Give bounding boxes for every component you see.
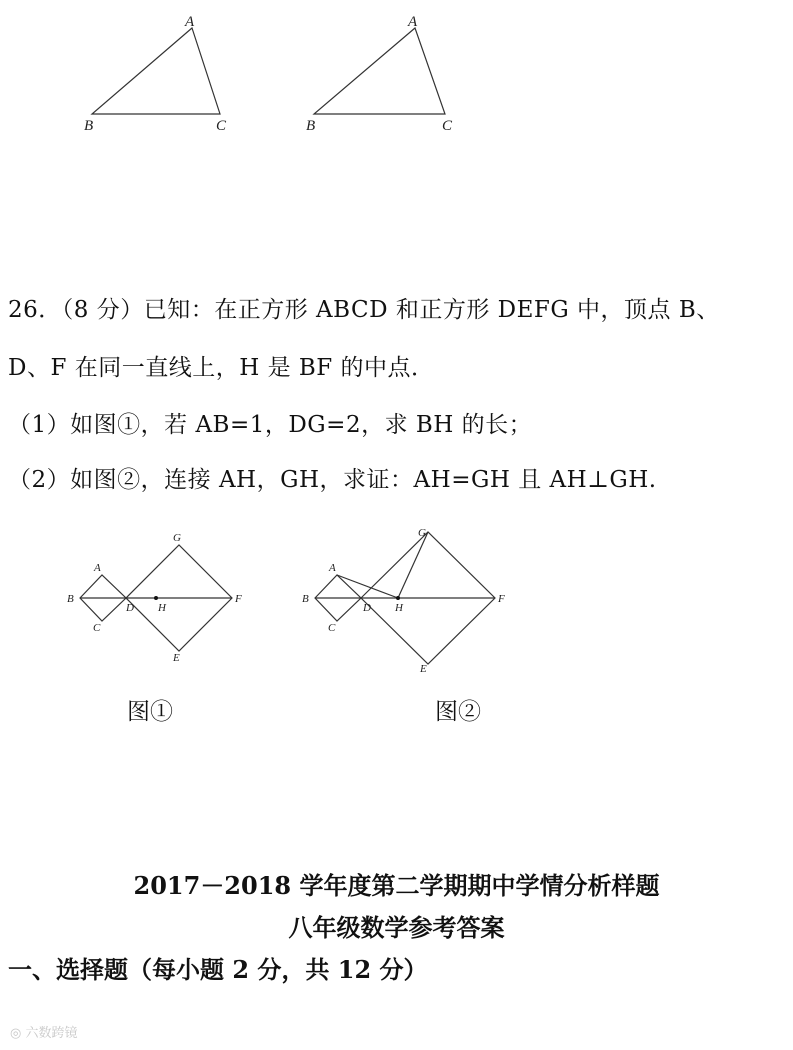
triangle-abc-left	[92, 28, 220, 114]
label-e: E	[420, 663, 427, 675]
answer-title: 2017－2018 学年度第二学期期中学情分析样题	[133, 871, 660, 900]
label-b: B	[302, 593, 309, 605]
label-e: E	[173, 652, 180, 664]
label-d: D	[363, 602, 371, 614]
problem-part-1: （1）如图①，若 AB=1，DG=2，求 BH 的长；	[8, 412, 533, 438]
label-a: A	[94, 562, 101, 574]
figure-1	[60, 525, 260, 665]
label-c: C	[93, 622, 101, 634]
line-gh	[398, 532, 428, 598]
problem-part-2: （2）如图②，连接 AH，GH，求证：AH=GH 且 AH⊥GH.	[8, 467, 657, 493]
label-c: C	[442, 118, 453, 134]
label-h: H	[158, 602, 166, 614]
label-c: C	[216, 118, 227, 134]
answer-subtitle: 八年级数学参考答案	[288, 913, 505, 942]
label-a: A	[408, 14, 418, 30]
watermark-icon: ◎	[10, 1026, 26, 1041]
label-h: H	[395, 602, 403, 614]
problem-statement: （8 分）已知：在正方形 ABCD 和正方形 DEFG 中，顶点 B、	[61, 297, 720, 323]
problem-line-1	[8, 295, 720, 325]
label-a: A	[329, 562, 336, 574]
label-b: B	[306, 118, 316, 134]
label-b: B	[67, 593, 74, 605]
label-g: G	[173, 532, 181, 544]
label-c: C	[328, 622, 336, 634]
label-a: A	[185, 14, 195, 30]
point-h	[154, 596, 158, 600]
label-f: F	[498, 593, 505, 605]
label-b: B	[84, 118, 94, 134]
triangle-abc-right	[314, 28, 445, 114]
problem-line-2: D、F 在同一直线上，H 是 BF 的中点．	[8, 355, 435, 381]
figure-2	[295, 520, 525, 675]
section-heading: 一、选择题（每小题 2 分，共 12 分）	[8, 955, 428, 984]
line-ah	[337, 575, 398, 598]
triangle-figure-right	[300, 10, 470, 135]
label-g: G	[418, 527, 426, 539]
figure-1-caption: 图①	[127, 699, 173, 725]
label-f: F	[235, 593, 242, 605]
watermark-text: 六数跨镜	[25, 1026, 78, 1041]
problem-number: 26．	[8, 297, 62, 323]
triangle-figure-left	[80, 10, 240, 135]
label-d: D	[126, 602, 134, 614]
figure-2-caption: 图②	[435, 699, 481, 725]
watermark	[10, 1022, 78, 1041]
point-h	[396, 596, 400, 600]
